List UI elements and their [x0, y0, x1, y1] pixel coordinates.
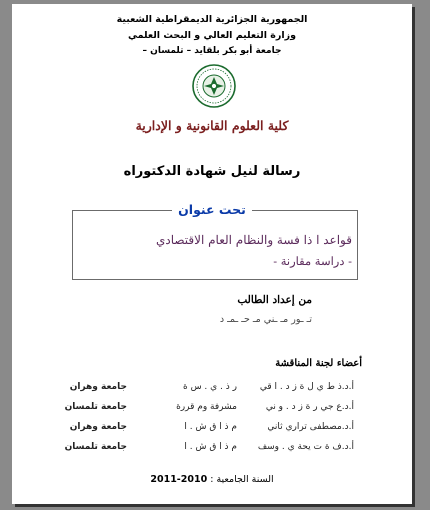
under-title-label: تحت عنوان	[172, 202, 252, 217]
university-line: جامعة أبو بكر بلقايد – تلمسان –	[142, 46, 282, 56]
thesis-label: رسالة لنيل شهادة الدكتوراه	[123, 164, 301, 179]
academic-year-label: السنة الجامعية :	[210, 474, 274, 485]
jury-member-name: أ.د.مصطفى تراري ثاني	[267, 422, 354, 432]
subject-subtitle: - دراسة مقارنة -	[273, 254, 352, 268]
jury-row	[12, 402, 412, 416]
jury-member-institution: جامعة وهران	[69, 382, 127, 392]
ministry-line: وزارة التعليم العالي و البحث العلمي	[128, 30, 296, 41]
jury-member-name: أ.د.ف ة ت يحة ي . وسف	[257, 442, 354, 452]
prepared-by-label: من إعداد الطالب	[237, 294, 312, 306]
faculty-name: كلية العلوم القانونية و الإدارية	[135, 118, 289, 133]
jury-member-role: م ذ ا ق ش . ا	[184, 442, 237, 452]
jury-member-institution: جامعة تلمسان	[64, 402, 127, 412]
jury-member-institution: جامعة تلمسان	[64, 442, 127, 452]
document-page	[12, 4, 412, 504]
jury-row	[12, 382, 412, 396]
jury-member-role: ر ذ . ي . س ة	[183, 382, 237, 392]
jury-row	[12, 442, 412, 456]
jury-member-role: م ذ ا ق ش . ا	[184, 422, 237, 432]
student-name: تـ ـور مـ ـني مـ حـ ـمـ د	[219, 314, 312, 325]
subject-title: قواعد ا ذا فسة والنظام العام الاقتصادي	[155, 233, 352, 247]
university-seal-icon	[192, 64, 236, 108]
jury-row	[12, 422, 412, 436]
academic-year	[12, 474, 412, 485]
republic-line: الجمهورية الجزائرية الديمقراطية الشعبية	[116, 14, 308, 25]
academic-year-value: 2011-2010	[150, 474, 208, 485]
jury-member-name: أ.د.ذ ط ي ل ة ز د . ا قي	[259, 382, 354, 392]
jury-label: أعضاء لجنة المناقشة	[275, 358, 362, 369]
jury-member-role: مشرفة وم قررة	[176, 402, 237, 412]
jury-member-name: أ.د.ع جي ر ة ز د . و ني	[265, 402, 354, 412]
jury-member-institution: جامعة وهران	[69, 422, 127, 432]
